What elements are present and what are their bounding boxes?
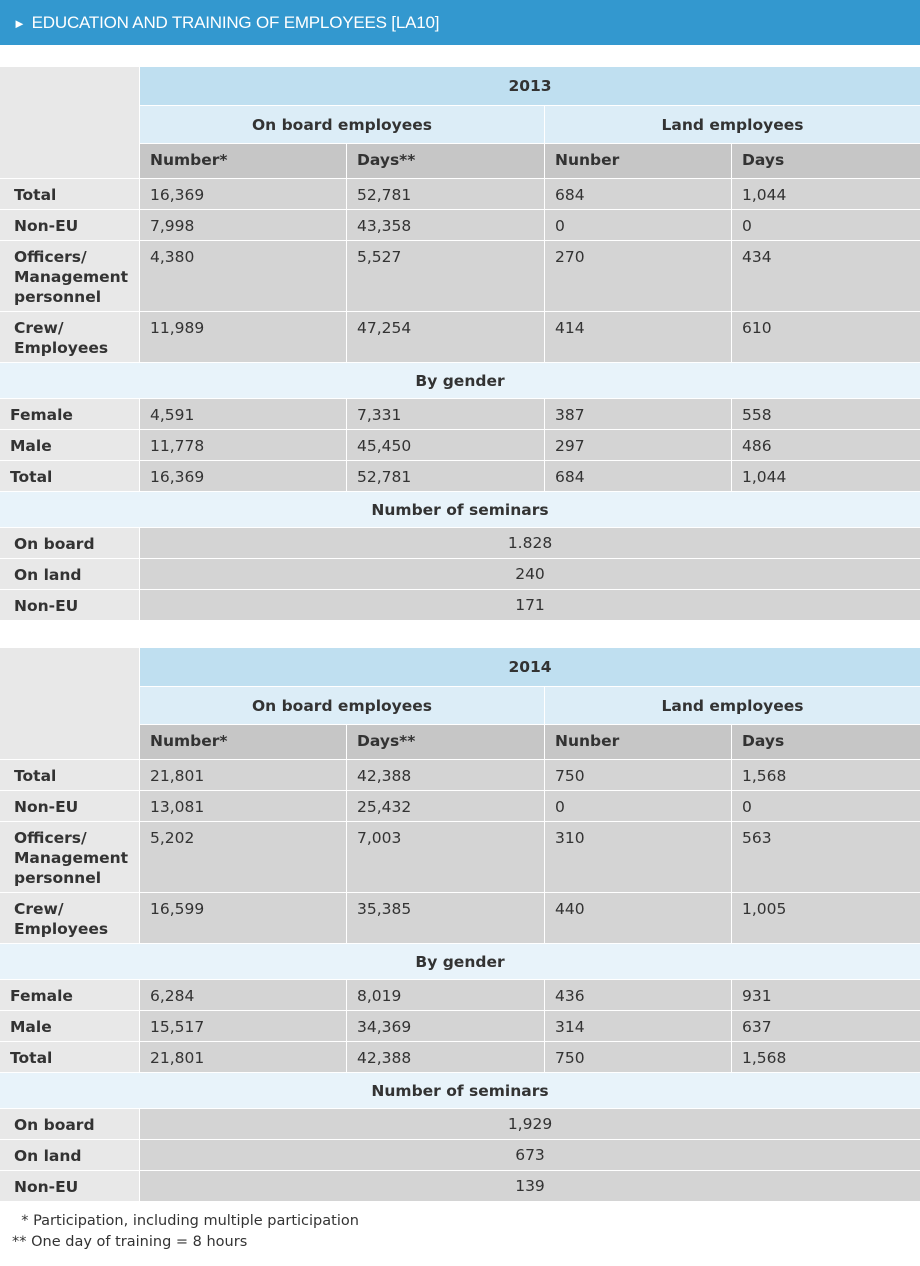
table-cell: 42,388 — [347, 760, 545, 791]
group-header-land: Land employees — [545, 687, 920, 725]
group-header-on-board: On board employees — [140, 106, 545, 144]
table-row — [0, 822, 920, 893]
table-cell: 931 — [732, 980, 920, 1011]
training-table-2014 — [0, 648, 920, 1202]
table-row — [0, 559, 920, 590]
footnote-training-day: ** One day of training = 8 hours — [12, 1234, 248, 1250]
section-header-gender: By gender — [0, 363, 920, 399]
row-label: On land — [0, 1140, 140, 1171]
row-label: Male — [0, 430, 140, 461]
table-cell: 16,369 — [140, 179, 347, 210]
table-row — [0, 590, 920, 621]
row-label: Total — [0, 1042, 140, 1073]
row-label: Female — [0, 399, 140, 430]
table-cell: 310 — [545, 822, 732, 893]
row-label: Non-EU — [0, 590, 140, 621]
table-cell: 414 — [545, 312, 732, 363]
table-cell: 563 — [732, 822, 920, 893]
column-header-number: Number* — [140, 725, 347, 760]
table-cell: 47,254 — [347, 312, 545, 363]
seminar-count: 139 — [140, 1171, 920, 1202]
row-label: Total — [0, 461, 140, 492]
table-cell: 7,331 — [347, 399, 545, 430]
footnote-participation: * Participation, including multiple participation — [12, 1213, 359, 1229]
row-label: On board — [0, 528, 140, 559]
column-header-land-number: Nunber — [545, 144, 732, 179]
table-row — [0, 312, 920, 363]
training-table-2013 — [0, 67, 920, 621]
table-row — [0, 1140, 920, 1171]
column-header-days: Days** — [347, 144, 545, 179]
table-cell: 4,591 — [140, 399, 347, 430]
year-header: 2013 — [140, 67, 920, 106]
table-cell: 13,081 — [140, 791, 347, 822]
row-label: Male — [0, 1011, 140, 1042]
table-cell: 1,005 — [732, 893, 920, 944]
table-cell: 11,778 — [140, 430, 347, 461]
table-cell: 750 — [545, 760, 732, 791]
table-row — [0, 760, 920, 791]
table-cell: 16,599 — [140, 893, 347, 944]
table-cell: 440 — [545, 893, 732, 944]
table-cell: 0 — [545, 210, 732, 241]
row-label: Officers/ Management personnel — [0, 241, 140, 312]
section-header-gender: By gender — [0, 944, 920, 980]
row-label: Female — [0, 980, 140, 1011]
row-label: Total — [0, 179, 140, 210]
table-cell: 684 — [545, 179, 732, 210]
table-cell: 610 — [732, 312, 920, 363]
section-banner — [0, 0, 920, 45]
year-header: 2014 — [140, 648, 920, 687]
table-row — [0, 1109, 920, 1140]
table-cell: 42,388 — [347, 1042, 545, 1073]
table-row — [0, 1011, 920, 1042]
table-cell: 45,450 — [347, 430, 545, 461]
row-label: Total — [0, 760, 140, 791]
table-cell: 15,517 — [140, 1011, 347, 1042]
table-row — [0, 893, 920, 944]
table-cell: 52,781 — [347, 179, 545, 210]
table-cell: 21,801 — [140, 760, 347, 791]
table-cell: 434 — [732, 241, 920, 312]
table-cell: 43,358 — [347, 210, 545, 241]
seminar-count: 673 — [140, 1140, 920, 1171]
table-corner — [0, 67, 140, 179]
table-cell: 5,527 — [347, 241, 545, 312]
table-corner — [0, 648, 140, 760]
table-cell: 21,801 — [140, 1042, 347, 1073]
table-cell: 0 — [732, 210, 920, 241]
table-cell: 16,369 — [140, 461, 347, 492]
table-row — [0, 980, 920, 1011]
table-row — [0, 179, 920, 210]
row-label: Crew/ Employees — [0, 312, 140, 363]
column-header-number: Number* — [140, 144, 347, 179]
table-cell: 558 — [732, 399, 920, 430]
table-cell: 0 — [732, 791, 920, 822]
table-cell: 387 — [545, 399, 732, 430]
section-header-seminars: Number of seminars — [0, 492, 920, 528]
table-cell: 0 — [545, 791, 732, 822]
table-cell: 52,781 — [347, 461, 545, 492]
table-cell: 436 — [545, 980, 732, 1011]
table-cell: 684 — [545, 461, 732, 492]
section-header-seminars: Number of seminars — [0, 1073, 920, 1109]
table-cell: 25,432 — [347, 791, 545, 822]
table-row — [0, 210, 920, 241]
table-cell: 270 — [545, 241, 732, 312]
table-cell: 1,568 — [732, 1042, 920, 1073]
table-cell: 8,019 — [347, 980, 545, 1011]
table-row — [0, 528, 920, 559]
table-row — [0, 1042, 920, 1073]
group-header-land: Land employees — [545, 106, 920, 144]
table-cell: 6,284 — [140, 980, 347, 1011]
seminar-count: 1,929 — [140, 1109, 920, 1140]
seminar-count: 1.828 — [140, 528, 920, 559]
table-cell: 314 — [545, 1011, 732, 1042]
table-cell: 1,044 — [732, 461, 920, 492]
group-header-on-board: On board employees — [140, 687, 545, 725]
table-row — [0, 430, 920, 461]
table-row — [0, 461, 920, 492]
table-cell: 7,998 — [140, 210, 347, 241]
table-cell: 7,003 — [347, 822, 545, 893]
table-cell: 486 — [732, 430, 920, 461]
seminar-count: 171 — [140, 590, 920, 621]
table-row — [0, 399, 920, 430]
row-label: Non-EU — [0, 1171, 140, 1202]
row-label: Officers/ Management personnel — [0, 822, 140, 893]
column-header-land-number: Nunber — [545, 725, 732, 760]
table-row — [0, 1171, 920, 1202]
table-cell: 35,385 — [347, 893, 545, 944]
table-cell: 297 — [545, 430, 732, 461]
table-cell: 750 — [545, 1042, 732, 1073]
row-label: Crew/ Employees — [0, 893, 140, 944]
table-cell: 4,380 — [140, 241, 347, 312]
table-cell: 1,568 — [732, 760, 920, 791]
row-label: On land — [0, 559, 140, 590]
table-cell: 11,989 — [140, 312, 347, 363]
table-cell: 5,202 — [140, 822, 347, 893]
table-row — [0, 791, 920, 822]
table-cell: 637 — [732, 1011, 920, 1042]
row-label: Non-EU — [0, 791, 140, 822]
table-row — [0, 241, 920, 312]
row-label: On board — [0, 1109, 140, 1140]
arrow-right-icon: ► — [13, 16, 26, 31]
row-label: Non-EU — [0, 210, 140, 241]
table-cell: 34,369 — [347, 1011, 545, 1042]
seminar-count: 240 — [140, 559, 920, 590]
column-header-land-days: Days — [732, 144, 920, 179]
section-title: EDUCATION AND TRAINING OF EMPLOYEES [LA10] — [31, 13, 440, 32]
column-header-land-days: Days — [732, 725, 920, 760]
column-header-days: Days** — [347, 725, 545, 760]
table-cell: 1,044 — [732, 179, 920, 210]
footnotes — [12, 1211, 359, 1253]
